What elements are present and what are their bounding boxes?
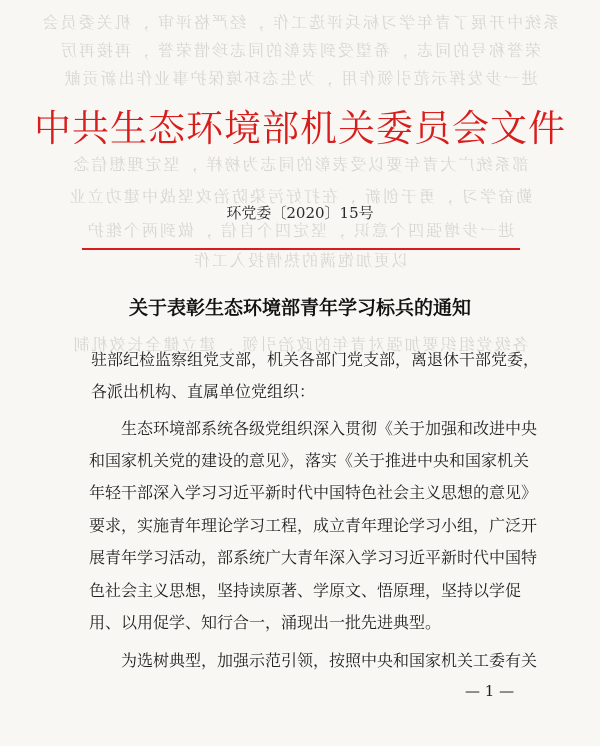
body-paragraph-line: 年轻干部深入学习习近平新时代中国特色社会主义思想的意见》 bbox=[89, 483, 538, 502]
bleed-through-text: 系统中开展了青年学习标兵评选工作 ，经严格评审 ，机关委员会 bbox=[40, 13, 560, 32]
bleed-through-text: 进一步增强四个意识 ，坚定四个自信 ，做到两个维护 bbox=[85, 221, 515, 240]
body-paragraph-line: 展青年学习活动，部系统广大青年深入学习习近平新时代中国特 bbox=[89, 548, 538, 567]
addressee-line: 各派出机构、直属单位党组织： bbox=[91, 382, 316, 401]
body-paragraph-line: 和国家机关党的建设的意见》，落实《关于推进中央和国家机关 bbox=[89, 451, 530, 470]
issuer-red-header: 中共生态环境部机关委员会文件 bbox=[34, 107, 566, 150]
bleed-through-text: 进一步发挥示范引领作用 ，为生态环境保护事业作出新贡献 bbox=[62, 69, 538, 88]
bleed-through-text: 部系统广大青年要以受表彰的同志为榜样 ，坚定理想信念 bbox=[71, 155, 529, 174]
body-paragraph-line: 要求，实施青年理论学习工程，成立青年理论学习小组，广泛开 bbox=[89, 516, 538, 535]
body-paragraph-line: 生态环境部系统各级党组织深入贯彻《关于加强和改进中央 bbox=[121, 419, 538, 438]
bleed-through-text: 勤奋学习 ，勇于创新 ，在打好污染防治攻坚战中建功立业 bbox=[67, 187, 533, 206]
notice-title: 关于表彰生态环境部青年学习标兵的通知 bbox=[128, 297, 471, 319]
body-paragraph-line: 色社会主义思想，坚持读原著、学原文、悟原理，坚持以学促 bbox=[89, 581, 522, 600]
body-paragraph-line: 为选树典型，加强示范引领，按照中央和国家机关工委有关 bbox=[121, 651, 538, 670]
page-number: — 1 — bbox=[465, 682, 515, 700]
document-number: 环党委〔2020〕15号 bbox=[226, 204, 374, 222]
bleed-through-text: 各级党组织要加强对青年的政治引领 ，建立健全长效机制 bbox=[71, 335, 529, 354]
bleed-through-text: 以更加饱满的热情投入工作 bbox=[192, 251, 409, 270]
red-divider-line bbox=[82, 248, 520, 250]
body-paragraph-line: 用、以用促学、知行合一，涌现出一批先进典型。 bbox=[89, 613, 442, 632]
addressee-line: 驻部纪检监察组党支部，机关各部门党支部，离退休干部党委， bbox=[91, 350, 540, 369]
bleed-through-text: 荣誉称号的同志 ，希望受到表彰的同志珍惜荣誉 ，再接再厉 bbox=[58, 41, 542, 60]
